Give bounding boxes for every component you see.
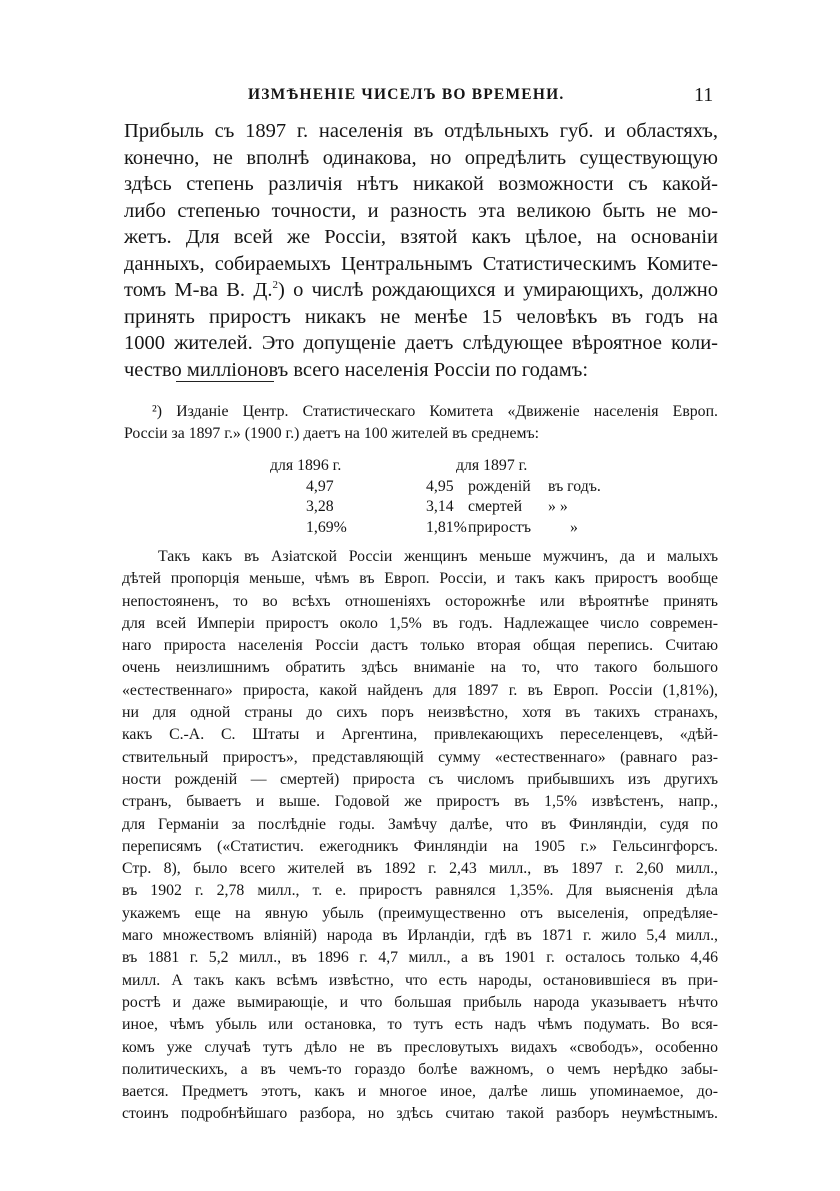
cell-1896: 3,28 [306,498,334,515]
table-row [270,497,620,518]
paragraph-line: въ 1881 г. 5,2 милл., въ 1896 г. 4,7 милл., а въ 1901 г. осталось только 4,46 [122,949,718,967]
text-line: данныхъ, собираемыхъ Центральнымъ Статистическимъ Комите- [124,252,718,275]
paragraph-line: переписямъ («Статистич. ежегодникъ Финляндіи на 1905 г.» Гельсингфорсъ. [122,837,718,855]
paragraph-line: какъ С.-А. С. Штаты и Аргентина, привлекающихъ переселенцевъ, «дѣй- [122,726,718,744]
column-header-1897: для 1897 г. [456,457,528,474]
paragraph-line: наго прироста населенія Россіи дастъ только вторая общая перепись. Считаю [122,637,718,655]
text-span: ) о числѣ рождающихся и умирающихъ, должно [277,279,718,301]
row-suffix: въ годъ. [548,477,601,495]
paragraph-line: стоинъ подробнѣйшаго разбора, но здѣсь считаю такой разборъ неумѣстнымъ. [122,1105,718,1123]
paragraph-line: политическихъ, а въ чемъ-то гораздо болѣе важномъ, о чемъ нерѣдко забы- [122,1060,718,1078]
text-line: конечно, не вполнѣ одинакова, но опредѣлить существующую [124,146,718,169]
paragraph-line: непостояненъ, то во всѣхъ отношеніяхъ осторожнѣе или вѣроятнѣе принять [122,592,718,610]
paragraph-line: ни для одной страны до сихъ поръ неизвѣстно, хотя въ такихъ странахъ, [122,704,718,722]
table-row [270,518,620,539]
paragraph-line: ростѣ и даже вымирающіе, и что большая прибыль народа указываетъ нѣчто [122,993,718,1011]
paragraph-line: очень неизлишнимъ обратить здѣсь вниманіе на то, что такого большого [122,659,718,677]
paragraph-line: комъ уже случаѣ тутъ дѣло не въ пресловутыхъ видахъ «свободъ», особенно [122,1038,718,1056]
table-row [270,477,620,498]
cell-1897: 3,14 [426,498,454,515]
paragraph-line: милл. А такъ какъ всѣмъ извѣстно, что есть народы, остановившіеся въ при- [122,971,718,989]
row-suffix: » » [548,498,568,515]
cell-1896: 1,69% [306,518,347,536]
row-label: смертей [468,498,523,515]
footnote-line: Россіи за 1897 г.» (1900 г.) даетъ на 100 жителей въ среднемъ: [124,425,540,442]
page-number: 11 [694,84,714,106]
text-line: здѣсь степень различія нѣтъ никакой возможности съ какой- [124,173,718,195]
paragraph-line: ствительный приростъ», представляющій сумму «естественнаго» (равнаго раз- [122,748,718,766]
row-suffix: » [570,518,578,536]
text-line: чество милліоновъ всего населенія Россіи по годамъ: [124,358,589,381]
paragraph-line: для Германіи за послѣдніе годы. Замѣчу далѣе, что въ Финляндіи, судя по [122,815,718,833]
text-line: Прибыль съ 1897 г. населенія въ отдѣльныхъ губ. и областяхъ, [124,120,718,142]
paragraph-line: маго множествомъ вліяній) народа въ Ирландіи, гдѣ въ 1871 г. жило 5,4 милл., [122,927,718,945]
cell-1897: 1,81% [426,518,467,536]
footnote-paragraph [122,546,718,1126]
paragraph-line: вается. Предметъ этотъ, какъ и многое иное, далѣе лишь упоминаемое, до- [122,1083,718,1101]
text-line [124,277,718,304]
paragraph-line: въ 1902 г. 2,78 милл., т. е. приростъ равнялся 1,35%. Для выясненія дѣла [122,882,718,900]
paragraph-line: ности рожденій — смертей) прироста съ числомъ прибывшихъ изъ другихъ [122,770,718,788]
footnote [124,401,718,445]
paragraph-line: иное, чѣмъ убыль или остановка, то тутъ есть надъ чѣмъ подумать. Во вся- [122,1016,718,1034]
footnote-rule [176,381,274,382]
footnote-marker: 2 [272,279,278,291]
paragraph-line: Стр. 8), было всего жителей въ 1892 г. 2,43 милл., въ 1897 г. 2,60 милл., [122,860,718,878]
birth-death-table [270,456,620,538]
text-line: 1000 жителей. Это допущеніе даетъ слѣдующее вѣроятное коли- [124,332,718,354]
text-line: жетъ. Для всей же Россіи, взятой какъ цѣлое, на основаніи [124,226,718,248]
paragraph-line: дѣтей пропорція меньше, чѣмъ въ Европ. Россіи, и такъ какъ приростъ вообще [122,570,718,588]
paragraph-line: укажемъ еще на явную убыль (преимущественно отъ выселенія, опредѣляе- [122,904,718,922]
paragraph-line: для всей Имперіи приростъ около 1,5% въ годъ. Надлежащее число современ- [122,614,718,632]
table-header-row [270,456,620,477]
cell-1897: 4,95 [426,477,454,495]
text-line: принять приростъ никакъ не менѣе 15 человѣкъ въ годъ на [124,305,718,328]
paragraph-line: странъ, бываетъ и выше. Годовой же приростъ въ 1,5% извѣстенъ, напр., [122,793,718,811]
paragraph-line: Такъ какъ въ Азіатской Россіи женщинъ меньше мужчинъ, да и малыхъ [158,548,718,565]
text-span: томъ М-ва В. Д. [124,279,273,301]
column-header-1896: для 1896 г. [270,457,342,474]
text-line: либо степенью точности, и разность эта великою быть не мо- [124,199,718,222]
running-title: ИЗМѢНЕНІЕ ЧИСЕЛЪ ВО ВРЕМЕНИ. [248,86,565,103]
main-text [124,118,718,383]
footnote-line: ²) Изданіе Центр. Статистическаго Комитета «Движеніе населенія Европ. [152,403,718,420]
paragraph-line: «естественнаго» прироста, какой найденъ для 1897 г. въ Европ. Россіи (1,81%), [122,681,718,699]
row-label: приростъ [468,518,532,536]
cell-1896: 4,97 [306,477,334,495]
row-label: рожденій [468,477,531,495]
